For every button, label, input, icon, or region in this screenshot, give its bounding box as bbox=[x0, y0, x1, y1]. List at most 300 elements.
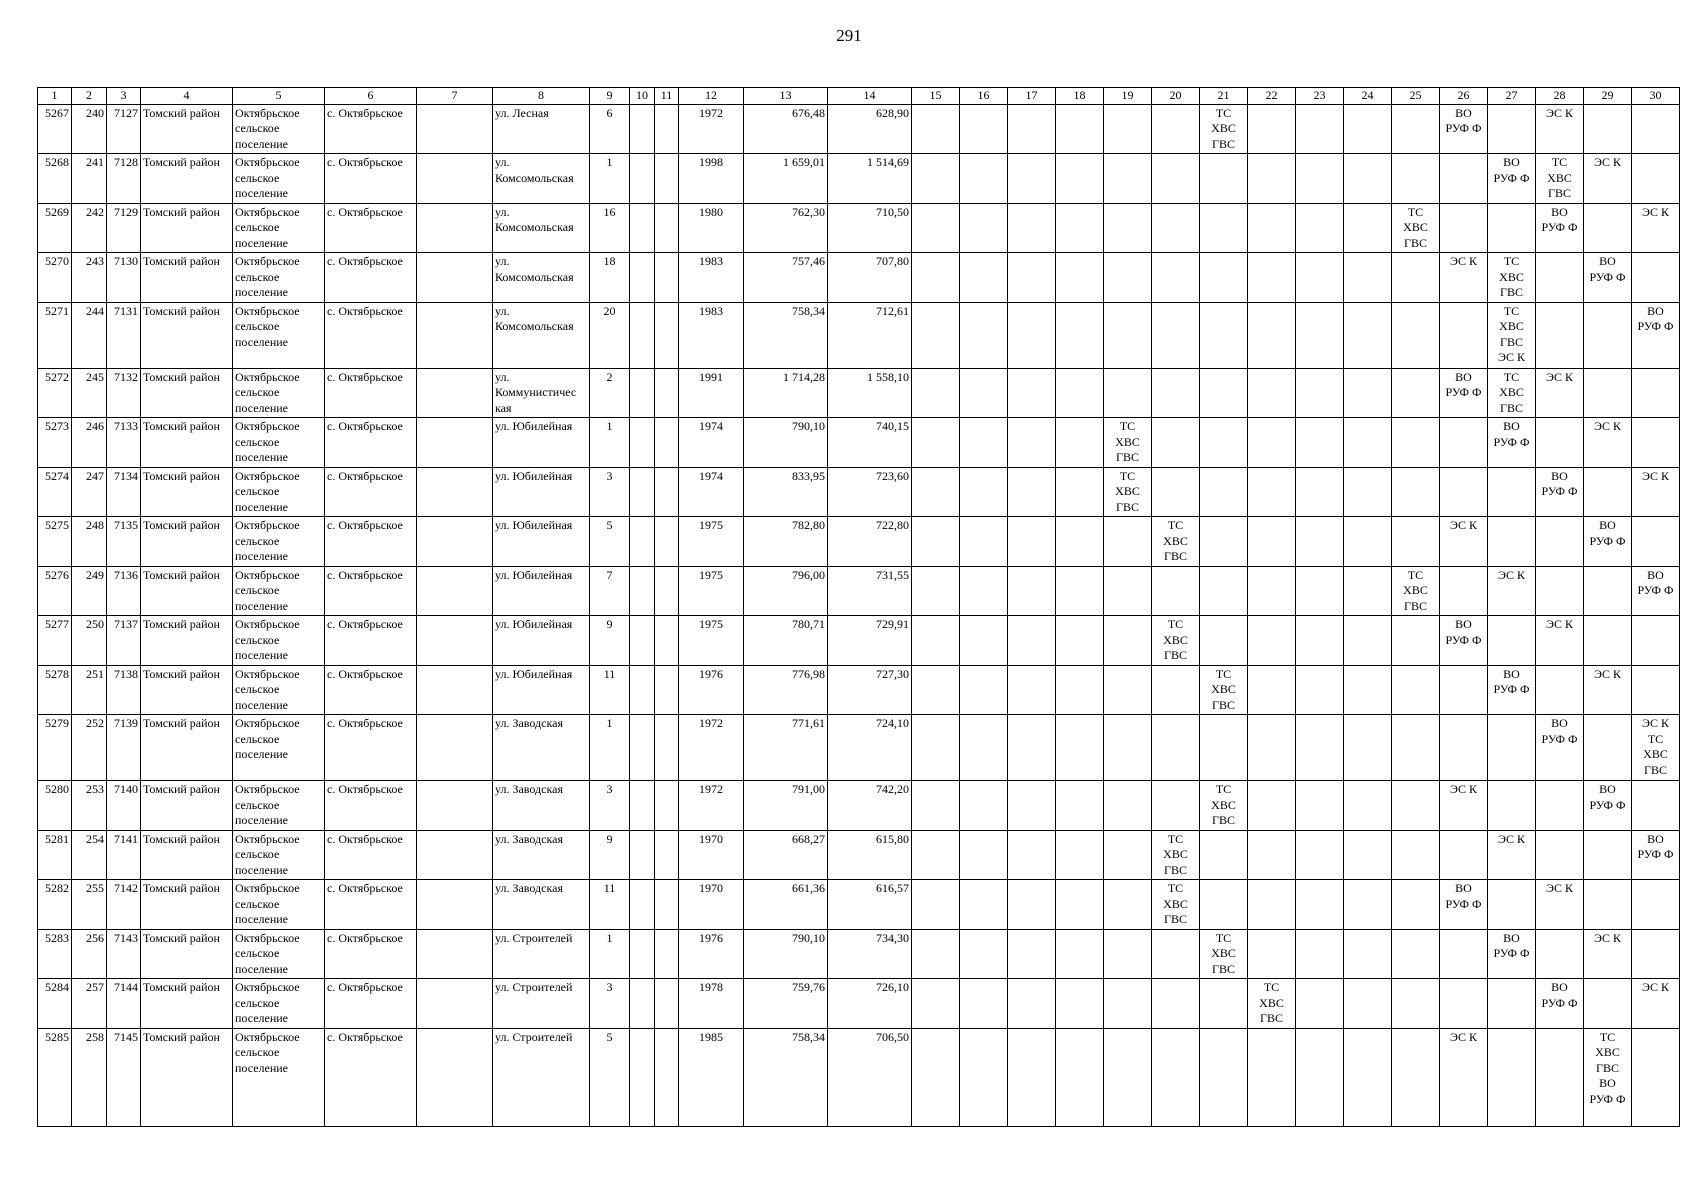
cell-row-number: 5274 bbox=[38, 467, 72, 517]
cell-work-year-17 bbox=[1008, 715, 1056, 781]
cell-district: Томский район bbox=[141, 929, 233, 979]
cell-living-area: 628,90 bbox=[828, 104, 912, 154]
cell-work-year-26 bbox=[1440, 302, 1488, 368]
cell-work-year-22 bbox=[1248, 1028, 1296, 1126]
cell-work-year-25 bbox=[1392, 929, 1440, 979]
cell-work-year-15 bbox=[912, 302, 960, 368]
cell-row-number: 5277 bbox=[38, 616, 72, 666]
cell-house-number: 1 bbox=[590, 154, 630, 204]
cell-year-built: 1985 bbox=[679, 1028, 744, 1126]
cell-work-year-15 bbox=[912, 929, 960, 979]
cell-work-year-20: ТС ХВС ГВС bbox=[1152, 616, 1200, 666]
cell-total-area: 676,48 bbox=[744, 104, 828, 154]
cell-work-year-18 bbox=[1056, 979, 1104, 1029]
cell-work-year-28: ВО РУФ Ф bbox=[1536, 979, 1584, 1029]
column-header-16: 16 bbox=[960, 88, 1008, 105]
cell-settlement: Октябрьское сельское поселение bbox=[233, 154, 325, 204]
cell-work-year-23 bbox=[1296, 1028, 1344, 1126]
cell-work-year-17 bbox=[1008, 253, 1056, 303]
cell-work-year-20: ТС ХВС ГВС bbox=[1152, 880, 1200, 930]
table-row bbox=[38, 880, 1680, 930]
cell-work-year-29: ЭС К bbox=[1584, 418, 1632, 468]
cell-row-number: 5283 bbox=[38, 929, 72, 979]
cell-column-11 bbox=[655, 253, 679, 303]
cell-work-year-30 bbox=[1632, 781, 1680, 831]
cell-work-year-22 bbox=[1248, 781, 1296, 831]
cell-total-area: 757,46 bbox=[744, 253, 828, 303]
cell-column-11 bbox=[655, 880, 679, 930]
cell-work-year-19 bbox=[1104, 830, 1152, 880]
cell-total-area: 668,27 bbox=[744, 830, 828, 880]
cell-local-number: 257 bbox=[72, 979, 107, 1029]
cell-work-year-24 bbox=[1344, 929, 1392, 979]
cell-row-number: 5275 bbox=[38, 517, 72, 567]
cell-building-id: 7138 bbox=[107, 665, 141, 715]
cell-locality: с. Октябрьское bbox=[325, 467, 417, 517]
cell-work-year-25 bbox=[1392, 715, 1440, 781]
column-header-6: 6 bbox=[325, 88, 417, 105]
cell-year-built: 1976 bbox=[679, 929, 744, 979]
cell-work-year-27 bbox=[1488, 979, 1536, 1029]
cell-column-10 bbox=[630, 929, 655, 979]
cell-work-year-15 bbox=[912, 368, 960, 418]
cell-house-number: 2 bbox=[590, 368, 630, 418]
cell-work-year-21 bbox=[1200, 467, 1248, 517]
cell-local-number: 250 bbox=[72, 616, 107, 666]
cell-total-area: 776,98 bbox=[744, 665, 828, 715]
cell-work-year-18 bbox=[1056, 104, 1104, 154]
cell-work-year-24 bbox=[1344, 418, 1392, 468]
cell-work-year-27: ВО РУФ Ф bbox=[1488, 418, 1536, 468]
cell-work-year-27: ЭС К bbox=[1488, 830, 1536, 880]
cell-work-year-26: ВО РУФ Ф bbox=[1440, 368, 1488, 418]
cell-year-built: 1972 bbox=[679, 781, 744, 831]
table-row bbox=[38, 665, 1680, 715]
cell-total-area: 790,10 bbox=[744, 418, 828, 468]
cell-work-year-25 bbox=[1392, 154, 1440, 204]
cell-work-year-19 bbox=[1104, 517, 1152, 567]
cell-column-11 bbox=[655, 979, 679, 1029]
cell-district: Томский район bbox=[141, 253, 233, 303]
cell-work-year-17 bbox=[1008, 566, 1056, 616]
cell-living-area: 616,57 bbox=[828, 880, 912, 930]
cell-settlement: Октябрьское сельское поселение bbox=[233, 302, 325, 368]
cell-street: ул. Заводская bbox=[493, 830, 590, 880]
cell-street: ул. Юбилейная bbox=[493, 566, 590, 616]
cell-local-number: 251 bbox=[72, 665, 107, 715]
cell-work-year-15 bbox=[912, 253, 960, 303]
cell-work-year-15 bbox=[912, 418, 960, 468]
cell-work-year-25 bbox=[1392, 830, 1440, 880]
cell-work-year-23 bbox=[1296, 979, 1344, 1029]
cell-work-year-29 bbox=[1584, 104, 1632, 154]
cell-work-year-20 bbox=[1152, 1028, 1200, 1126]
cell-street: ул. Заводская bbox=[493, 781, 590, 831]
cell-work-year-21 bbox=[1200, 979, 1248, 1029]
cell-total-area: 771,61 bbox=[744, 715, 828, 781]
cell-total-area: 780,71 bbox=[744, 616, 828, 666]
cell-work-year-16 bbox=[960, 566, 1008, 616]
cell-work-year-18 bbox=[1056, 566, 1104, 616]
cell-work-year-16 bbox=[960, 830, 1008, 880]
cell-locality: с. Октябрьское bbox=[325, 302, 417, 368]
table-row bbox=[38, 1028, 1680, 1126]
cell-work-year-28 bbox=[1536, 830, 1584, 880]
cell-building-id: 7137 bbox=[107, 616, 141, 666]
column-header-17: 17 bbox=[1008, 88, 1056, 105]
cell-total-area: 791,00 bbox=[744, 781, 828, 831]
cell-work-year-18 bbox=[1056, 781, 1104, 831]
column-header-2: 2 bbox=[72, 88, 107, 105]
cell-work-year-18 bbox=[1056, 203, 1104, 253]
cell-living-area: 706,50 bbox=[828, 1028, 912, 1126]
cell-work-year-20: ТС ХВС ГВС bbox=[1152, 830, 1200, 880]
cell-work-year-23 bbox=[1296, 154, 1344, 204]
cell-work-year-18 bbox=[1056, 253, 1104, 303]
cell-local-number: 258 bbox=[72, 1028, 107, 1126]
cell-row-number: 5282 bbox=[38, 880, 72, 930]
cell-work-year-24 bbox=[1344, 616, 1392, 666]
cell-work-year-20 bbox=[1152, 418, 1200, 468]
cell-locality: с. Октябрьское bbox=[325, 929, 417, 979]
column-header-18: 18 bbox=[1056, 88, 1104, 105]
cell-local-number: 249 bbox=[72, 566, 107, 616]
cell-work-year-20 bbox=[1152, 566, 1200, 616]
cell-work-year-20 bbox=[1152, 104, 1200, 154]
cell-work-year-26: ВО РУФ Ф bbox=[1440, 880, 1488, 930]
cell-house-number: 6 bbox=[590, 104, 630, 154]
cell-work-year-23 bbox=[1296, 715, 1344, 781]
cell-work-year-29: ВО РУФ Ф bbox=[1584, 253, 1632, 303]
cell-column-11 bbox=[655, 302, 679, 368]
cell-column-11 bbox=[655, 418, 679, 468]
cell-total-area: 758,34 bbox=[744, 302, 828, 368]
cell-work-year-15 bbox=[912, 880, 960, 930]
cell-work-year-16 bbox=[960, 418, 1008, 468]
cell-work-year-20 bbox=[1152, 781, 1200, 831]
cell-work-year-18 bbox=[1056, 418, 1104, 468]
cell-locality: с. Октябрьское bbox=[325, 880, 417, 930]
cell-column-11 bbox=[655, 566, 679, 616]
cell-work-year-29 bbox=[1584, 616, 1632, 666]
cell-work-year-28 bbox=[1536, 929, 1584, 979]
column-header-29: 29 bbox=[1584, 88, 1632, 105]
cell-building-id: 7129 bbox=[107, 203, 141, 253]
cell-work-year-24 bbox=[1344, 830, 1392, 880]
cell-house-number: 5 bbox=[590, 1028, 630, 1126]
cell-column-7 bbox=[417, 665, 493, 715]
column-header-4: 4 bbox=[141, 88, 233, 105]
cell-work-year-16 bbox=[960, 715, 1008, 781]
cell-building-id: 7143 bbox=[107, 929, 141, 979]
cell-work-year-29 bbox=[1584, 566, 1632, 616]
cell-work-year-27 bbox=[1488, 880, 1536, 930]
cell-column-10 bbox=[630, 979, 655, 1029]
cell-living-area: 707,80 bbox=[828, 253, 912, 303]
cell-house-number: 7 bbox=[590, 566, 630, 616]
cell-work-year-15 bbox=[912, 715, 960, 781]
cell-living-area: 734,30 bbox=[828, 929, 912, 979]
cell-column-10 bbox=[630, 715, 655, 781]
cell-row-number: 5280 bbox=[38, 781, 72, 831]
cell-district: Томский район bbox=[141, 418, 233, 468]
cell-living-area: 1 514,69 bbox=[828, 154, 912, 204]
cell-work-year-22 bbox=[1248, 467, 1296, 517]
cell-work-year-16 bbox=[960, 781, 1008, 831]
cell-work-year-22 bbox=[1248, 154, 1296, 204]
cell-settlement: Октябрьское сельское поселение bbox=[233, 203, 325, 253]
cell-street: ул. Лесная bbox=[493, 104, 590, 154]
cell-work-year-21 bbox=[1200, 302, 1248, 368]
cell-work-year-29 bbox=[1584, 203, 1632, 253]
cell-work-year-25 bbox=[1392, 418, 1440, 468]
cell-column-7 bbox=[417, 979, 493, 1029]
cell-house-number: 11 bbox=[590, 665, 630, 715]
cell-work-year-17 bbox=[1008, 781, 1056, 831]
cell-living-area: 727,30 bbox=[828, 665, 912, 715]
cell-work-year-24 bbox=[1344, 979, 1392, 1029]
cell-column-7 bbox=[417, 929, 493, 979]
cell-work-year-21 bbox=[1200, 154, 1248, 204]
cell-street: ул. Юбилейная bbox=[493, 517, 590, 567]
cell-building-id: 7128 bbox=[107, 154, 141, 204]
cell-work-year-26 bbox=[1440, 979, 1488, 1029]
cell-work-year-28: ВО РУФ Ф bbox=[1536, 715, 1584, 781]
cell-year-built: 1974 bbox=[679, 418, 744, 468]
cell-work-year-20 bbox=[1152, 302, 1200, 368]
cell-work-year-17 bbox=[1008, 517, 1056, 567]
cell-work-year-29 bbox=[1584, 830, 1632, 880]
cell-work-year-21: ТС ХВС ГВС bbox=[1200, 104, 1248, 154]
cell-district: Томский район bbox=[141, 880, 233, 930]
cell-year-built: 1983 bbox=[679, 302, 744, 368]
cell-building-id: 7145 bbox=[107, 1028, 141, 1126]
table-row bbox=[38, 203, 1680, 253]
cell-column-11 bbox=[655, 467, 679, 517]
cell-building-id: 7132 bbox=[107, 368, 141, 418]
cell-settlement: Октябрьское сельское поселение bbox=[233, 880, 325, 930]
cell-district: Томский район bbox=[141, 1028, 233, 1126]
cell-work-year-16 bbox=[960, 302, 1008, 368]
cell-column-7 bbox=[417, 253, 493, 303]
cell-work-year-16 bbox=[960, 616, 1008, 666]
cell-column-10 bbox=[630, 665, 655, 715]
cell-work-year-24 bbox=[1344, 665, 1392, 715]
cell-work-year-23 bbox=[1296, 368, 1344, 418]
cell-settlement: Октябрьское сельское поселение bbox=[233, 665, 325, 715]
cell-work-year-17 bbox=[1008, 203, 1056, 253]
cell-locality: с. Октябрьское bbox=[325, 830, 417, 880]
cell-row-number: 5270 bbox=[38, 253, 72, 303]
cell-column-10 bbox=[630, 566, 655, 616]
cell-local-number: 240 bbox=[72, 104, 107, 154]
cell-house-number: 16 bbox=[590, 203, 630, 253]
cell-work-year-30 bbox=[1632, 368, 1680, 418]
cell-house-number: 11 bbox=[590, 880, 630, 930]
cell-work-year-22 bbox=[1248, 566, 1296, 616]
cell-local-number: 253 bbox=[72, 781, 107, 831]
cell-work-year-18 bbox=[1056, 665, 1104, 715]
cell-year-built: 1975 bbox=[679, 616, 744, 666]
cell-work-year-17 bbox=[1008, 418, 1056, 468]
table-row bbox=[38, 830, 1680, 880]
cell-work-year-26 bbox=[1440, 830, 1488, 880]
table-row bbox=[38, 154, 1680, 204]
cell-work-year-30 bbox=[1632, 418, 1680, 468]
cell-work-year-29: ВО РУФ Ф bbox=[1584, 781, 1632, 831]
cell-work-year-19 bbox=[1104, 253, 1152, 303]
cell-work-year-27 bbox=[1488, 104, 1536, 154]
cell-living-area: 724,10 bbox=[828, 715, 912, 781]
cell-work-year-28 bbox=[1536, 253, 1584, 303]
cell-work-year-28: ТС ХВС ГВС bbox=[1536, 154, 1584, 204]
column-number-header-row bbox=[38, 88, 1680, 105]
column-header-3: 3 bbox=[107, 88, 141, 105]
cell-work-year-30 bbox=[1632, 154, 1680, 204]
cell-column-10 bbox=[630, 467, 655, 517]
cell-building-id: 7134 bbox=[107, 467, 141, 517]
cell-work-year-21 bbox=[1200, 203, 1248, 253]
cell-work-year-28: ЭС К bbox=[1536, 616, 1584, 666]
cell-settlement: Октябрьское сельское поселение bbox=[233, 418, 325, 468]
cell-work-year-25 bbox=[1392, 880, 1440, 930]
cell-work-year-22 bbox=[1248, 302, 1296, 368]
cell-work-year-27: ВО РУФ Ф bbox=[1488, 929, 1536, 979]
cell-work-year-24 bbox=[1344, 253, 1392, 303]
cell-work-year-19 bbox=[1104, 104, 1152, 154]
cell-work-year-17 bbox=[1008, 368, 1056, 418]
cell-work-year-23 bbox=[1296, 880, 1344, 930]
cell-year-built: 1970 bbox=[679, 830, 744, 880]
cell-work-year-28: ЭС К bbox=[1536, 368, 1584, 418]
cell-row-number: 5279 bbox=[38, 715, 72, 781]
cell-street: ул. Комсомольская bbox=[493, 203, 590, 253]
cell-work-year-22: ТС ХВС ГВС bbox=[1248, 979, 1296, 1029]
cell-row-number: 5269 bbox=[38, 203, 72, 253]
cell-work-year-17 bbox=[1008, 1028, 1056, 1126]
cell-work-year-21 bbox=[1200, 368, 1248, 418]
column-header-21: 21 bbox=[1200, 88, 1248, 105]
cell-work-year-28 bbox=[1536, 665, 1584, 715]
cell-work-year-16 bbox=[960, 104, 1008, 154]
table-row bbox=[38, 517, 1680, 567]
cell-work-year-23 bbox=[1296, 517, 1344, 567]
cell-living-area: 729,91 bbox=[828, 616, 912, 666]
cell-work-year-23 bbox=[1296, 616, 1344, 666]
cell-work-year-26 bbox=[1440, 929, 1488, 979]
cell-living-area: 1 558,10 bbox=[828, 368, 912, 418]
cell-living-area: 723,60 bbox=[828, 467, 912, 517]
cell-building-id: 7139 bbox=[107, 715, 141, 781]
cell-column-11 bbox=[655, 929, 679, 979]
cell-work-year-17 bbox=[1008, 979, 1056, 1029]
cell-work-year-24 bbox=[1344, 104, 1392, 154]
cell-work-year-26: ВО РУФ Ф bbox=[1440, 616, 1488, 666]
column-header-1: 1 bbox=[38, 88, 72, 105]
cell-work-year-20 bbox=[1152, 715, 1200, 781]
cell-work-year-24 bbox=[1344, 467, 1392, 517]
cell-street: ул. Заводская bbox=[493, 715, 590, 781]
cell-house-number: 1 bbox=[590, 715, 630, 781]
cell-work-year-17 bbox=[1008, 104, 1056, 154]
cell-year-built: 1980 bbox=[679, 203, 744, 253]
cell-district: Томский район bbox=[141, 517, 233, 567]
cell-column-11 bbox=[655, 715, 679, 781]
cell-work-year-21 bbox=[1200, 880, 1248, 930]
cell-work-year-17 bbox=[1008, 616, 1056, 666]
cell-total-area: 758,34 bbox=[744, 1028, 828, 1126]
cell-total-area: 833,95 bbox=[744, 467, 828, 517]
cell-work-year-15 bbox=[912, 665, 960, 715]
cell-work-year-16 bbox=[960, 979, 1008, 1029]
cell-work-year-22 bbox=[1248, 203, 1296, 253]
column-header-8: 8 bbox=[493, 88, 590, 105]
cell-work-year-28 bbox=[1536, 1028, 1584, 1126]
cell-work-year-21 bbox=[1200, 253, 1248, 303]
cell-work-year-25 bbox=[1392, 467, 1440, 517]
column-header-23: 23 bbox=[1296, 88, 1344, 105]
cell-street: ул. Юбилейная bbox=[493, 418, 590, 468]
cell-work-year-16 bbox=[960, 880, 1008, 930]
cell-settlement: Октябрьское сельское поселение bbox=[233, 517, 325, 567]
column-header-12: 12 bbox=[679, 88, 744, 105]
table-row bbox=[38, 715, 1680, 781]
cell-building-id: 7130 bbox=[107, 253, 141, 303]
cell-column-7 bbox=[417, 203, 493, 253]
cell-work-year-21 bbox=[1200, 517, 1248, 567]
column-header-7: 7 bbox=[417, 88, 493, 105]
cell-work-year-24 bbox=[1344, 517, 1392, 567]
cell-work-year-29: ЭС К bbox=[1584, 929, 1632, 979]
cell-year-built: 1991 bbox=[679, 368, 744, 418]
cell-house-number: 3 bbox=[590, 979, 630, 1029]
cell-work-year-24 bbox=[1344, 1028, 1392, 1126]
cell-work-year-16 bbox=[960, 253, 1008, 303]
cell-work-year-15 bbox=[912, 203, 960, 253]
column-header-22: 22 bbox=[1248, 88, 1296, 105]
cell-work-year-21: ТС ХВС ГВС bbox=[1200, 781, 1248, 831]
cell-work-year-27 bbox=[1488, 467, 1536, 517]
cell-work-year-19 bbox=[1104, 880, 1152, 930]
cell-local-number: 254 bbox=[72, 830, 107, 880]
cell-settlement: Октябрьское сельское поселение bbox=[233, 979, 325, 1029]
column-header-27: 27 bbox=[1488, 88, 1536, 105]
cell-work-year-15 bbox=[912, 154, 960, 204]
cell-work-year-28 bbox=[1536, 418, 1584, 468]
cell-total-area: 762,30 bbox=[744, 203, 828, 253]
column-header-26: 26 bbox=[1440, 88, 1488, 105]
cell-work-year-21 bbox=[1200, 715, 1248, 781]
cell-work-year-27: ВО РУФ Ф bbox=[1488, 154, 1536, 204]
cell-work-year-15 bbox=[912, 1028, 960, 1126]
cell-settlement: Октябрьское сельское поселение bbox=[233, 715, 325, 781]
cell-work-year-16 bbox=[960, 929, 1008, 979]
cell-district: Томский район bbox=[141, 781, 233, 831]
cell-work-year-19: ТС ХВС ГВС bbox=[1104, 418, 1152, 468]
cell-year-built: 1998 bbox=[679, 154, 744, 204]
cell-work-year-27 bbox=[1488, 1028, 1536, 1126]
cell-work-year-27: ТС ХВС ГВС bbox=[1488, 253, 1536, 303]
cell-work-year-25: ТС ХВС ГВС bbox=[1392, 203, 1440, 253]
cell-work-year-19 bbox=[1104, 781, 1152, 831]
cell-house-number: 5 bbox=[590, 517, 630, 567]
cell-total-area: 790,10 bbox=[744, 929, 828, 979]
cell-local-number: 252 bbox=[72, 715, 107, 781]
cell-column-7 bbox=[417, 715, 493, 781]
cell-work-year-22 bbox=[1248, 880, 1296, 930]
cell-work-year-26: ВО РУФ Ф bbox=[1440, 104, 1488, 154]
cell-district: Томский район bbox=[141, 715, 233, 781]
